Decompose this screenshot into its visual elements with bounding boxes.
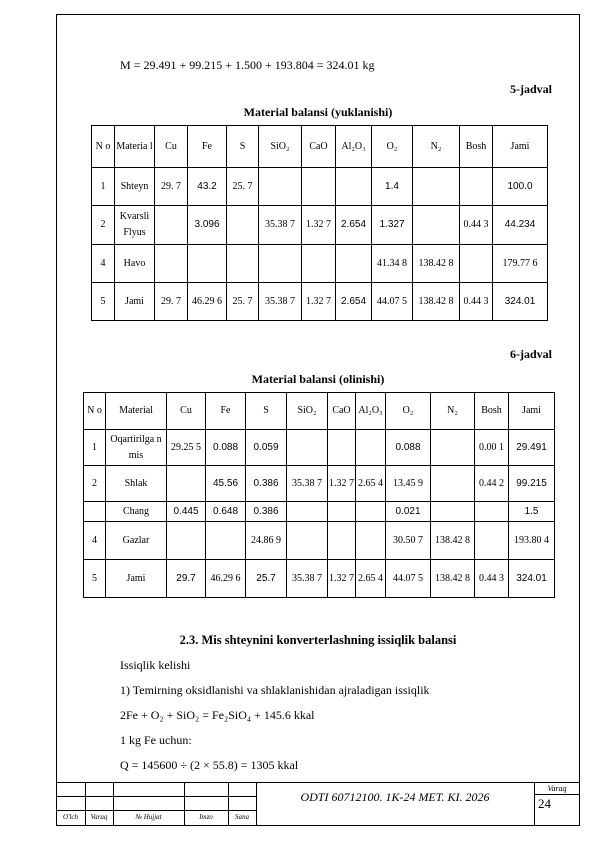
table-cell	[431, 466, 475, 502]
table-cell: 13.45 9	[386, 466, 431, 502]
material-balance-loading-table	[91, 125, 548, 321]
table-cell: 25. 7	[227, 283, 259, 321]
mass-equation: M = 29.491 + 99.215 + 1.500 + 193.804 = 324.01 kg	[120, 58, 375, 72]
table-cell: Jami	[115, 283, 155, 321]
table-header-cell: Bosh	[460, 126, 493, 168]
stamp-label-imzo: Imzo	[199, 813, 213, 821]
table1-title: Material balansi (yuklanishi)	[243, 105, 393, 119]
table-cell: Gazlar	[106, 522, 167, 560]
table-cell: 0.44 3	[460, 206, 493, 245]
table-header-cell: Bosh	[475, 393, 509, 430]
table-row	[84, 560, 555, 598]
table-cell	[188, 245, 227, 283]
body-line-1: Issiqlik kelishi	[120, 658, 191, 672]
table-cell: Jami	[106, 560, 167, 598]
table-cell	[336, 245, 372, 283]
table-cell: 1.32 7	[302, 283, 336, 321]
table-cell	[328, 502, 356, 522]
table-cell: 1	[92, 168, 115, 206]
table-cell	[287, 522, 328, 560]
table-cell: 324.01	[509, 560, 555, 598]
table-row	[92, 283, 548, 321]
table-cell	[356, 502, 386, 522]
table-cell	[259, 168, 302, 206]
reaction-equation: 2Fe + O₂ + SiO₂ = Fe₂SiO₄ + 145.6 kkal	[120, 708, 315, 722]
table-cell: 324.01	[493, 283, 548, 321]
table-row	[84, 522, 555, 560]
table-cell: 0.088	[386, 430, 431, 466]
table-cell: 44.234	[493, 206, 548, 245]
table-header-cell: SiO₂	[287, 393, 328, 430]
table-header-cell: Cu	[167, 393, 206, 430]
table-cell	[155, 206, 188, 245]
table-cell: 2	[84, 466, 106, 502]
table-cell	[475, 522, 509, 560]
table-row	[92, 168, 548, 206]
table-cell: 138.42 8	[431, 560, 475, 598]
body-line-2: 1) Temirning oksidlanishi va shlaklanishidan ajraladigan issiqlik	[120, 683, 430, 697]
table-header-cell: O₂	[372, 126, 413, 168]
table-row	[92, 245, 548, 283]
table-cell	[336, 168, 372, 206]
table-cell	[84, 502, 106, 522]
table-header-cell: CaO	[328, 393, 356, 430]
table-cell: 29. 7	[155, 283, 188, 321]
stamp-label-hujjat: № Hujjat	[135, 813, 162, 821]
table-header-cell: Cu	[155, 126, 188, 168]
table-cell: 138.42 8	[413, 283, 460, 321]
table-header-cell: O₂	[386, 393, 431, 430]
table-cell: 2.654	[336, 206, 372, 245]
table-cell: 29.491	[509, 430, 555, 466]
table-cell: 29. 7	[155, 168, 188, 206]
table-header-cell: Jami	[509, 393, 555, 430]
table-cell: 5	[92, 283, 115, 321]
table-cell: 1.32 7	[328, 560, 356, 598]
table-cell: 35.38 7	[287, 560, 328, 598]
table-cell	[475, 502, 509, 522]
table-cell: 1.4	[372, 168, 413, 206]
table-cell	[227, 245, 259, 283]
table-cell	[460, 168, 493, 206]
table-cell: 1.5	[509, 502, 555, 522]
table-cell: 0.44 3	[460, 283, 493, 321]
table-cell	[328, 522, 356, 560]
table-cell	[206, 522, 246, 560]
table-cell: 1.327	[372, 206, 413, 245]
table-cell: 99.215	[509, 466, 555, 502]
table-cell: 25. 7	[227, 168, 259, 206]
table-cell	[460, 245, 493, 283]
table-cell: 4	[92, 245, 115, 283]
table-cell: 0.648	[206, 502, 246, 522]
table-cell	[356, 522, 386, 560]
table-cell	[155, 245, 188, 283]
table-header-row	[92, 126, 548, 168]
table-cell	[167, 466, 206, 502]
document-code: ODTI 60712100. 1K-24 MET. KI. 2026	[300, 790, 490, 804]
table-header-cell: SiO₂	[259, 126, 302, 168]
sheet-number: 24	[538, 796, 551, 811]
table-cell: 30.50 7	[386, 522, 431, 560]
table-cell: 0.386	[246, 466, 287, 502]
table-cell: Shlak	[106, 466, 167, 502]
table-cell	[227, 206, 259, 245]
table-cell: 45.56	[206, 466, 246, 502]
table-header-cell: N₂	[413, 126, 460, 168]
table-cell: 0.44 3	[475, 560, 509, 598]
table-cell: 2.65 4	[356, 466, 386, 502]
table-cell: Chang	[106, 502, 167, 522]
table-cell: 1.32 7	[302, 206, 336, 245]
table-cell: 44.07 5	[372, 283, 413, 321]
table-cell: Havo	[115, 245, 155, 283]
title-block	[56, 782, 580, 826]
body-line-4: 1 kg Fe uchun:	[120, 733, 192, 747]
section-title: 2.3. Mis shteynini konverterlashning issiqlik balansi	[179, 633, 457, 647]
table-cell: 3.096	[188, 206, 227, 245]
table-cell: 138.42 8	[431, 522, 475, 560]
table-cell: 0.44 2	[475, 466, 509, 502]
table-cell: 138.42 8	[413, 245, 460, 283]
table-cell	[431, 502, 475, 522]
table-header-cell: S	[246, 393, 287, 430]
table-cell	[287, 430, 328, 466]
table-header-cell: N₂	[431, 393, 475, 430]
table-cell: 0.386	[246, 502, 287, 522]
table-cell: 0.021	[386, 502, 431, 522]
table-cell: 100.0	[493, 168, 548, 206]
table-cell: 1.32 7	[328, 466, 356, 502]
table-header-cell: Materia l	[115, 126, 155, 168]
table-cell: 0.445	[167, 502, 206, 522]
table-cell: 193.80 4	[509, 522, 555, 560]
stamp-label-varaq: Varaq	[90, 813, 108, 821]
table-header-cell: N o	[84, 393, 106, 430]
material-balance-output-table	[83, 392, 555, 598]
table-cell: 43.2	[188, 168, 227, 206]
table-cell: 179.77 6	[493, 245, 548, 283]
stamp-label-olch: O'lch	[62, 813, 79, 821]
table-row	[92, 206, 548, 245]
table-cell: 24.86 9	[246, 522, 287, 560]
table-cell: Shteyn	[115, 168, 155, 206]
table-cell	[167, 522, 206, 560]
table-cell: 46.29 6	[206, 560, 246, 598]
table-cell: 35.38 7	[259, 283, 302, 321]
table-header-cell: Fe	[206, 393, 246, 430]
table-cell: 2.65 4	[356, 560, 386, 598]
table-cell	[356, 430, 386, 466]
table-row	[84, 466, 555, 502]
table-cell: Kvarsli Flyus	[115, 206, 155, 245]
table-cell: 29.25 5	[167, 430, 206, 466]
table-cell: 4	[84, 522, 106, 560]
table-cell: 0.00 1	[475, 430, 509, 466]
table2-title: Material balansi (olinishi)	[251, 372, 385, 386]
table-header-cell: CaO	[302, 126, 336, 168]
table-cell: 35.38 7	[259, 206, 302, 245]
table-cell: Oqartirilga n mis	[106, 430, 167, 466]
table2-label: 6-jadval	[510, 347, 552, 361]
table-header-cell: N o	[92, 126, 115, 168]
table-cell	[259, 245, 302, 283]
table-cell: 44.07 5	[386, 560, 431, 598]
table-header-cell: Fe	[188, 126, 227, 168]
table-cell: 5	[84, 560, 106, 598]
table-cell: 46.29 6	[188, 283, 227, 321]
table-cell	[302, 168, 336, 206]
table-row	[84, 430, 555, 466]
table-cell: 41.34 8	[372, 245, 413, 283]
table-cell	[413, 168, 460, 206]
table-cell: 0.088	[206, 430, 246, 466]
table1-label: 5-jadval	[510, 82, 552, 96]
table-cell: 29.7	[167, 560, 206, 598]
table-cell: 35.38 7	[287, 466, 328, 502]
heat-calculation: Q = 145600 ÷ (2 × 55.8) = 1305 kkal	[120, 758, 299, 772]
table-header-cell: Material	[106, 393, 167, 430]
table-cell: 2	[92, 206, 115, 245]
sheet-label: Varaq	[547, 784, 567, 793]
table-cell: 0.059	[246, 430, 287, 466]
stamp-label-sana: Sana	[235, 813, 249, 821]
table-cell	[287, 502, 328, 522]
table-cell: 1	[84, 430, 106, 466]
table-cell	[302, 245, 336, 283]
table-cell	[328, 430, 356, 466]
table-header-row	[84, 393, 555, 430]
table-header-cell: Jami	[493, 126, 548, 168]
table-cell: 25.7	[246, 560, 287, 598]
table-header-cell: S	[227, 126, 259, 168]
table-row	[84, 502, 555, 522]
table-cell	[431, 430, 475, 466]
table-header-cell: Al₂O₃	[336, 126, 372, 168]
table-cell	[413, 206, 460, 245]
table-cell: 2.654	[336, 283, 372, 321]
table-header-cell: Al₂O₃	[356, 393, 386, 430]
